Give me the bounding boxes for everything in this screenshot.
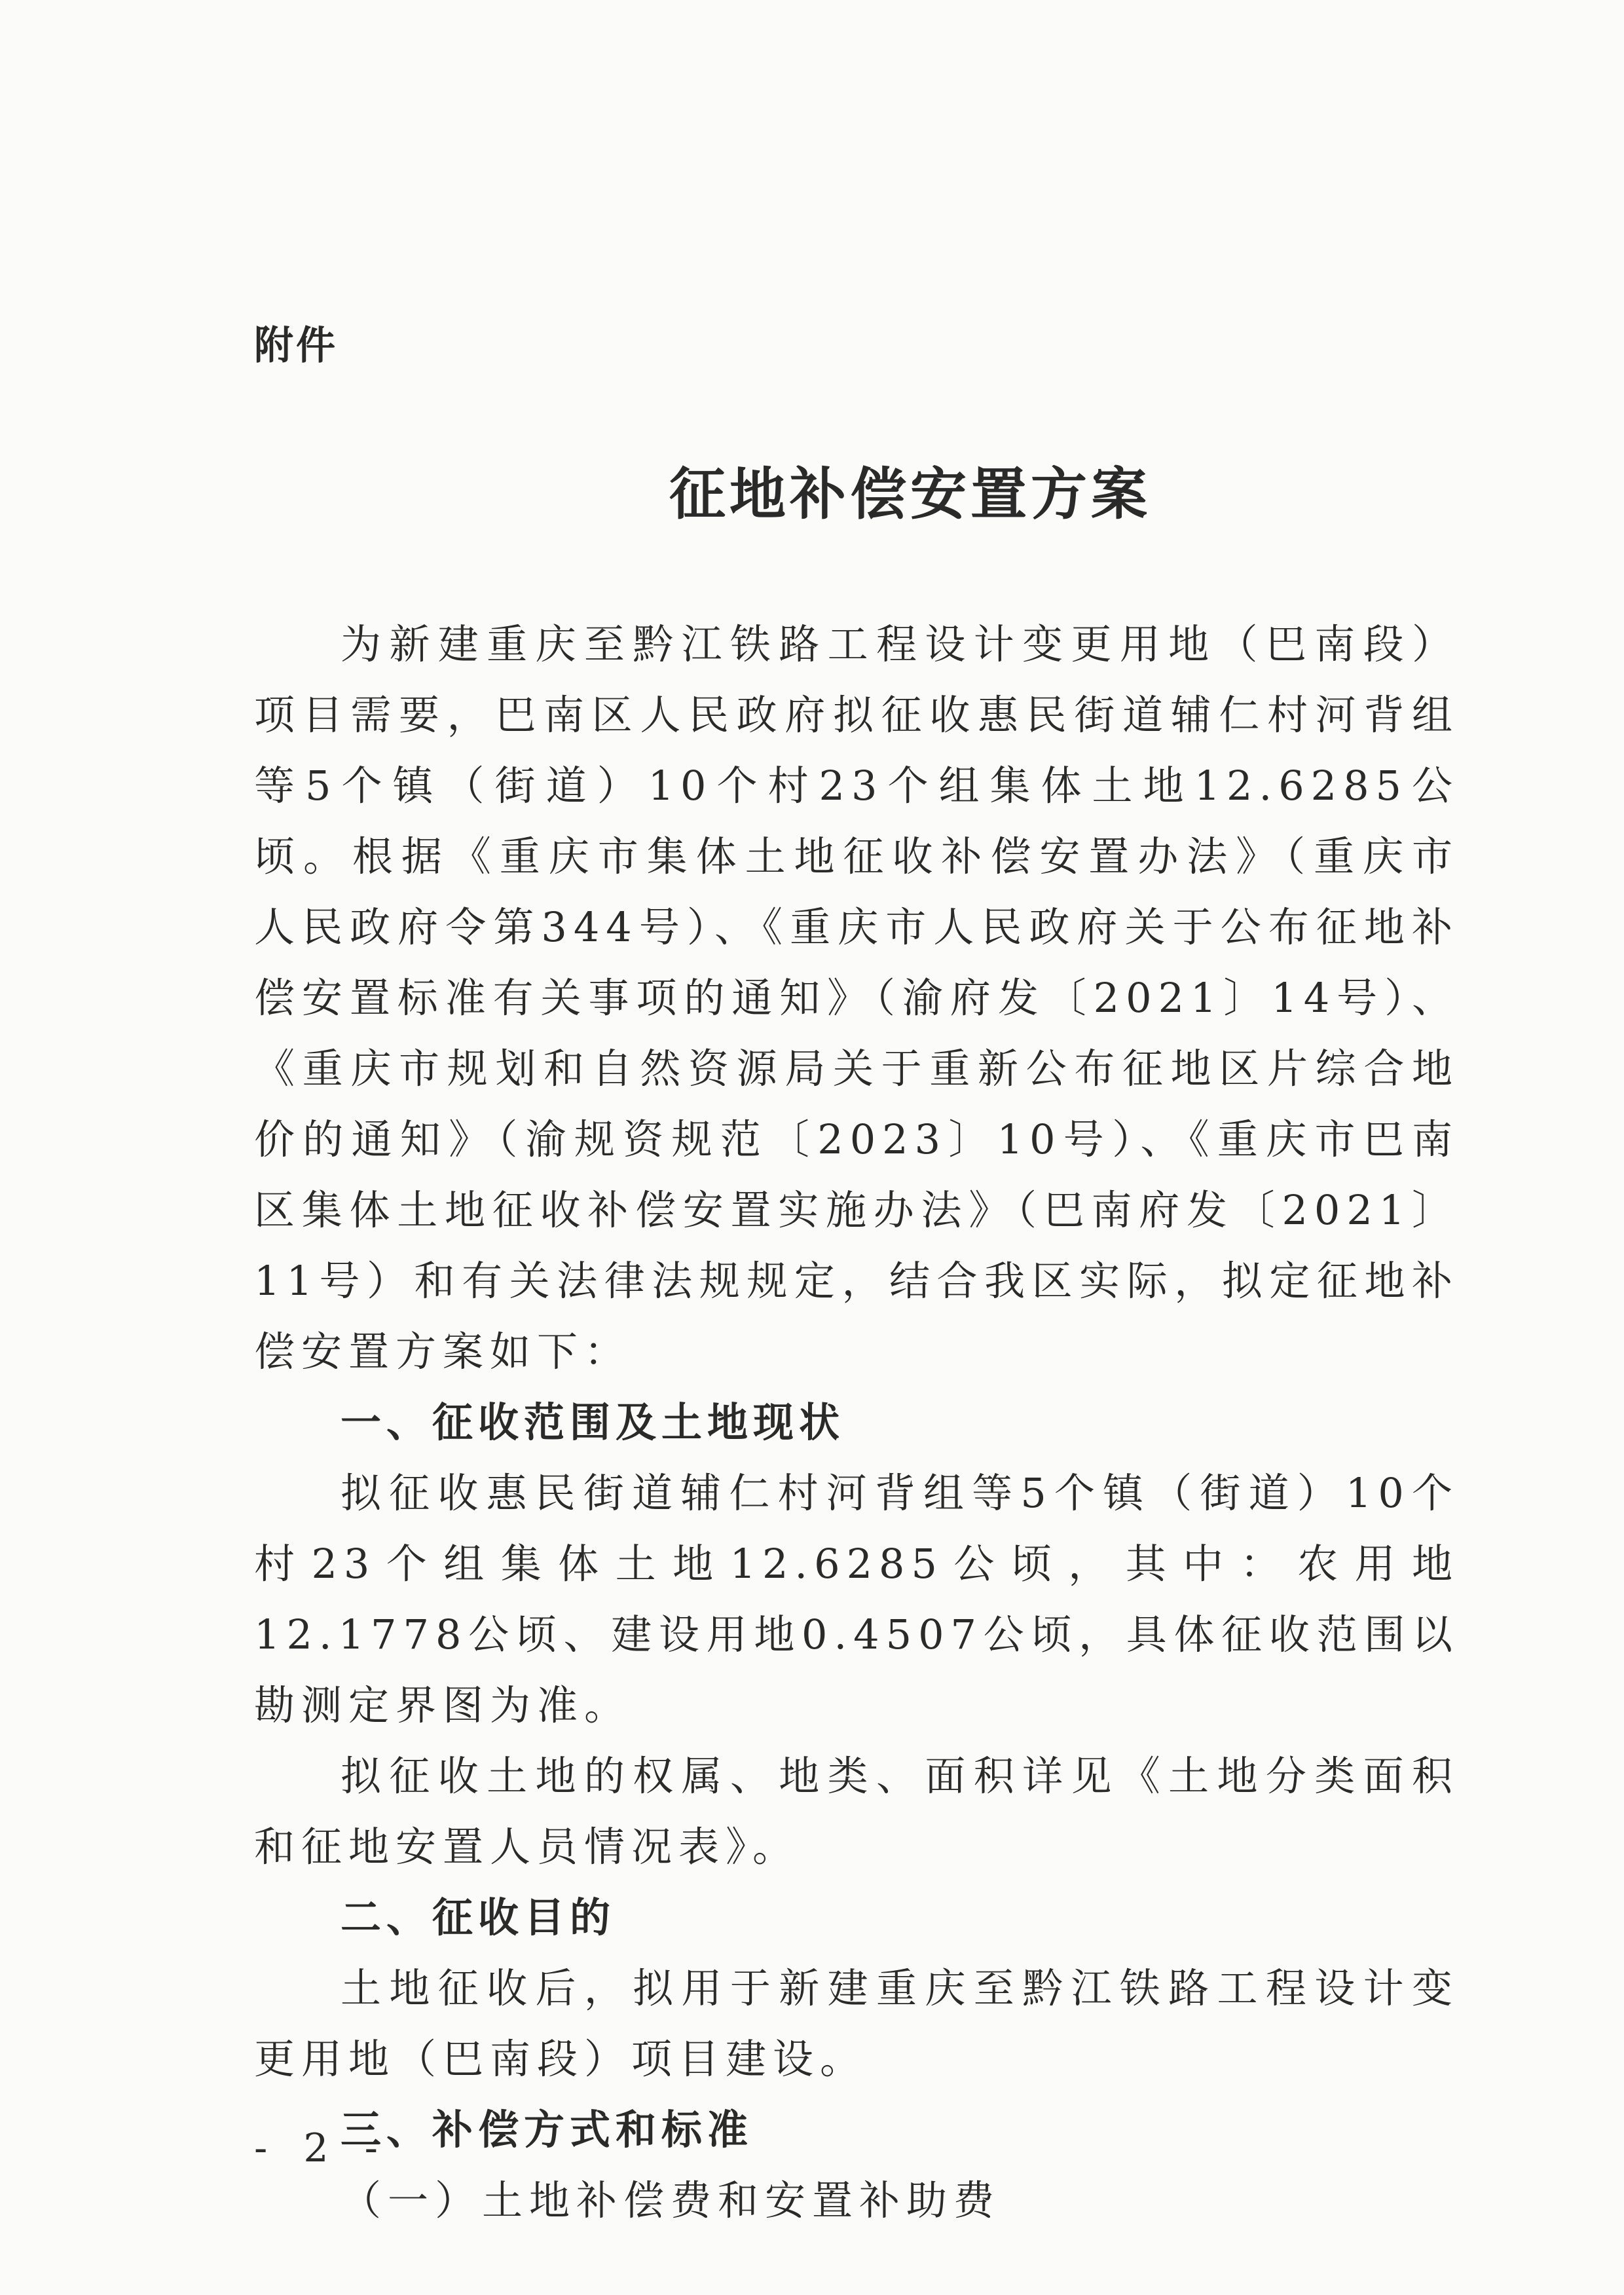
section-2-paragraph-1: 土地征收后，拟用于新建重庆至黔江铁路工程设计变更用地（巴南段）项目建设。	[254, 1964, 1459, 2083]
section-heading-3: 三、补偿方式和标准	[341, 2106, 754, 2154]
intro-paragraph: 为新建重庆至黔江铁路工程设计变更用地（巴南段）项目需要，巴南区人民政府拟征收惠民街道辅仁村河背组等5个镇（街道）10个村23个组集体土地12.6285公顷。根据《重庆市集体土地征收补偿安置办法》（重庆市人民政府令第344号）、《重庆市人民政府关于公布征地补偿安置标准有关事项的通知》（渝府发〔2021〕14号）、《重庆市规划和自然资源局关于重新公布征地区片综合地价的通知》（渝规资规范〔2023〕10号）、《重庆市巴南区集体土地征收补偿安置实施办法》（巴南府发〔2021〕11号）和有关法律法规规定，结合我区实际，拟定征地补偿安置方案如下：	[254, 620, 1459, 1375]
document-title: 征地补偿安置方案	[669, 461, 1151, 527]
page-number: - 2 -	[254, 2125, 390, 2171]
attachment-label: 附件	[254, 323, 338, 369]
subsection-heading-3-1: （一）土地补偿费和安置补助费	[341, 2176, 1001, 2224]
section-heading-2: 二、征收目的	[341, 1894, 616, 1941]
section-1-paragraph-2: 拟征收土地的权属、地类、面积详见《土地分类面积和征地安置人员情况表》。	[254, 1752, 1459, 1871]
section-1-paragraph-1: 拟征收惠民街道辅仁村河背组等5个镇（街道）10个村23个组集体土地12.6285公顷，其中：农用地12.1778公顷、建设用地0.4507公顷，具体征收范围以勘测定界图为准。	[254, 1469, 1459, 1729]
section-heading-1: 一、征收范围及土地现状	[341, 1398, 845, 1446]
document-body	[254, 609, 1459, 2236]
